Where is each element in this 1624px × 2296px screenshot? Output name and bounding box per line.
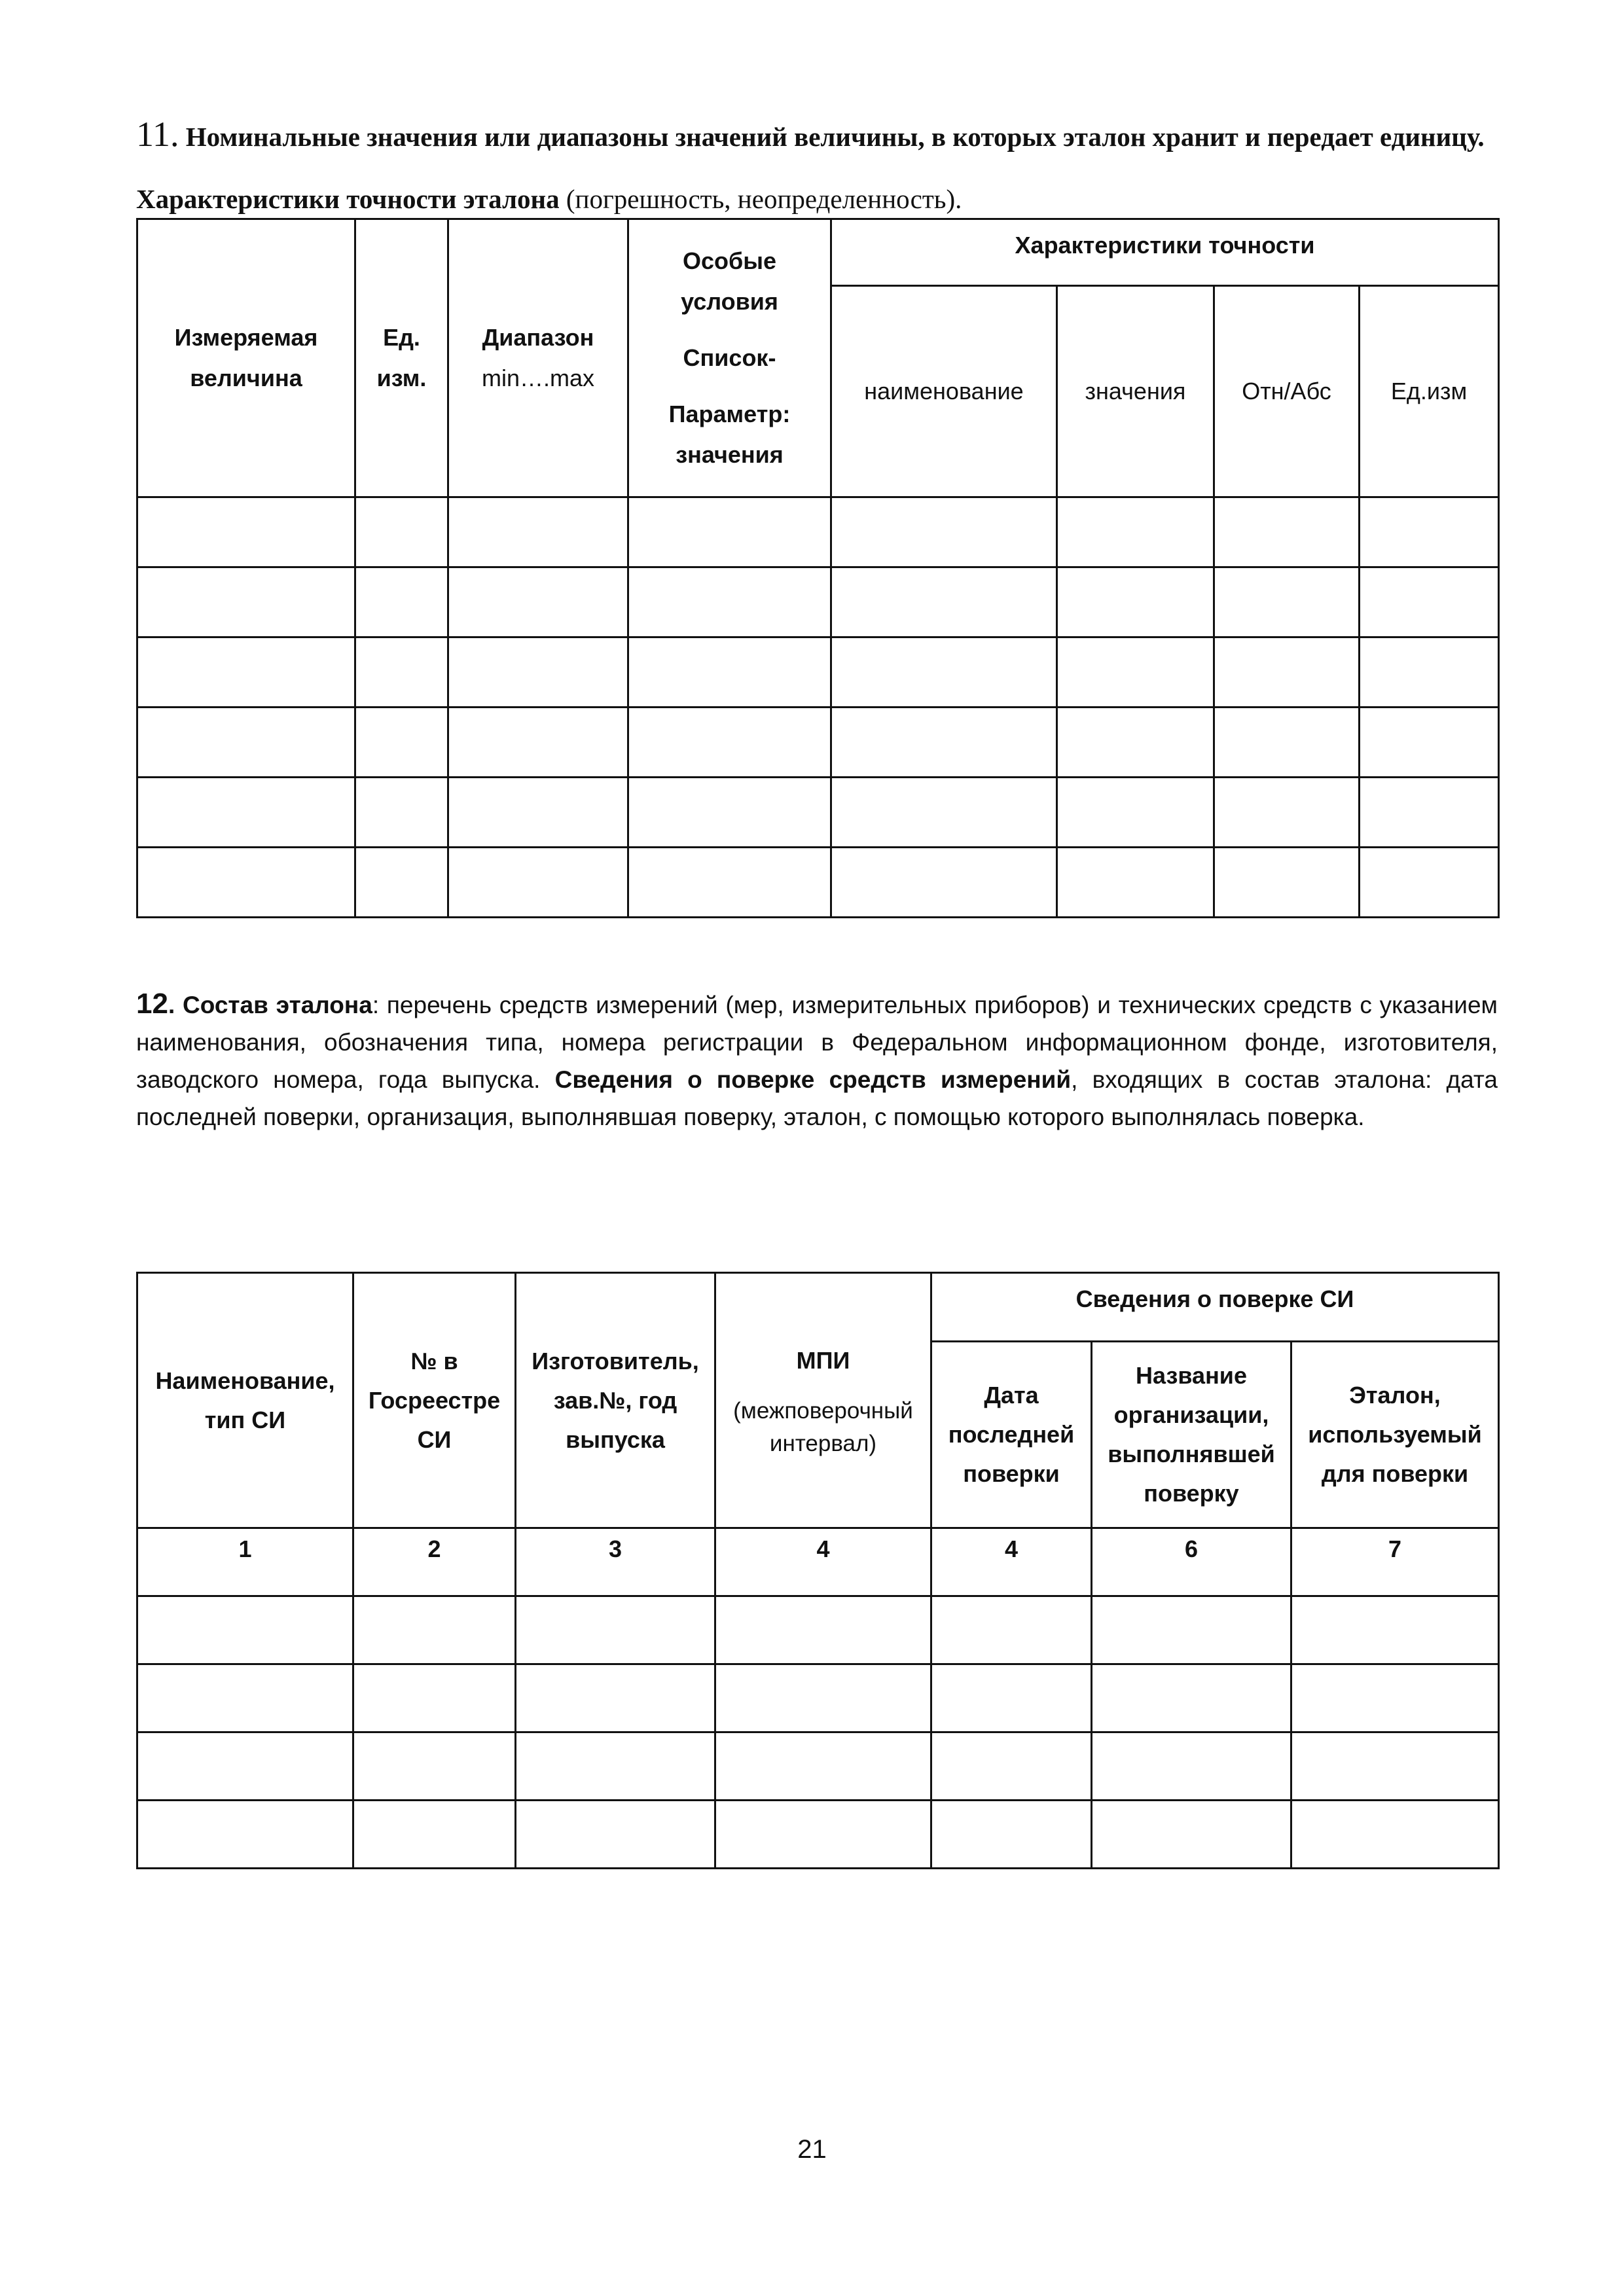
table-cell	[831, 848, 1057, 918]
page-number: 21	[797, 2135, 827, 2164]
column-number: 3	[516, 1528, 715, 1596]
header-name-type: Наименование, тип СИ	[137, 1273, 353, 1528]
table-cell	[516, 1596, 715, 1664]
table-row	[137, 1596, 1499, 1664]
table-cell	[1214, 778, 1360, 848]
table-cell	[137, 1732, 353, 1801]
table-cell	[448, 708, 628, 778]
header-accuracy-group: Характеристики точности	[831, 219, 1499, 286]
column-number: 2	[353, 1528, 516, 1596]
table-cell	[1214, 848, 1360, 918]
table-cell	[1360, 708, 1499, 778]
composition-table	[136, 1272, 1500, 1869]
table-cell	[448, 567, 628, 637]
table-cell	[137, 778, 355, 848]
table-cell	[1291, 1664, 1499, 1732]
table-cell	[516, 1801, 715, 1869]
table-cell	[1214, 708, 1360, 778]
table-cell	[137, 708, 355, 778]
table-cell	[628, 778, 831, 848]
table-cell	[448, 778, 628, 848]
table-cell	[355, 708, 448, 778]
table-cell	[137, 1664, 353, 1732]
table-cell	[353, 1664, 516, 1732]
table-row	[137, 567, 1499, 637]
table-cell	[1214, 637, 1360, 708]
table-cell	[931, 1801, 1092, 1869]
table-cell	[1214, 497, 1360, 567]
table-cell	[931, 1664, 1092, 1732]
table-cell	[448, 637, 628, 708]
header-verification-group: Сведения о поверке СИ	[931, 1273, 1499, 1342]
verification-info-label: Сведения о поверке средств измерений	[554, 1066, 1072, 1093]
table-cell	[355, 778, 448, 848]
section-11-title-note: (погрешность, неопределенность).	[559, 184, 962, 214]
header-unit: Ед. изм.	[355, 219, 448, 497]
section-12-number: 12	[136, 988, 168, 1020]
table-cell	[137, 497, 355, 567]
table-row	[137, 637, 1499, 708]
table-cell	[516, 1732, 715, 1801]
header-accuracy-rel-abs: Отн/Абс	[1214, 286, 1360, 497]
table-cell	[831, 708, 1057, 778]
table-cell	[137, 1801, 353, 1869]
table-cell	[1057, 778, 1214, 848]
table-cell	[1092, 1732, 1291, 1801]
table-row	[137, 497, 1499, 567]
header-accuracy-unit: Ед.изм	[1360, 286, 1499, 497]
table-cell	[516, 1664, 715, 1732]
header-registry-number: № в Госреестре СИ	[353, 1273, 516, 1528]
table-cell	[1057, 497, 1214, 567]
table-row	[137, 708, 1499, 778]
table-cell	[1360, 637, 1499, 708]
header-etalon-used: Эталон, используемый для поверки	[1291, 1342, 1499, 1528]
table-cell	[931, 1732, 1092, 1801]
table-cell	[831, 778, 1057, 848]
table-cell	[1092, 1801, 1291, 1869]
table-cell	[1092, 1596, 1291, 1664]
section-11-number: 11.	[136, 115, 179, 154]
table-cell	[931, 1596, 1092, 1664]
header-mpi: МПИ (межповерочный интервал)	[715, 1273, 931, 1528]
table-cell	[628, 497, 831, 567]
column-number: 7	[1291, 1528, 1499, 1596]
column-number: 4	[715, 1528, 931, 1596]
table-cell	[448, 497, 628, 567]
table-cell	[1360, 848, 1499, 918]
table-cell	[1057, 637, 1214, 708]
table-cell	[715, 1596, 931, 1664]
section-12-description: 12. Состав эталона: перечень средств измерений (мер, измерительных приборов) и технических средств с указанием наименования, обозначения типа, номера регистрации в Федеральном информационном фонде, изготовителя, заводского номера, года выпуска. Сведения о поверке средств измерений, входящих в состав эталона: дата последней поверки, организация, выполнявшая поверку, эталон, с помощью которого выполнялась поверка.	[136, 988, 1498, 1130]
section-11-heading	[136, 103, 1504, 230]
header-manufacturer: Изготовитель, зав.№, год выпуска	[516, 1273, 715, 1528]
column-number: 4	[931, 1528, 1092, 1596]
table-cell	[355, 848, 448, 918]
column-number-row	[137, 1528, 1499, 1596]
table-cell	[1057, 848, 1214, 918]
table-cell	[355, 497, 448, 567]
table-row	[137, 1664, 1499, 1732]
table-row	[137, 1801, 1499, 1869]
table-cell	[715, 1664, 931, 1732]
header-verifying-organization: Название организации, выполнявшей поверку	[1092, 1342, 1291, 1528]
header-last-verification-date: Дата последней поверки	[931, 1342, 1092, 1528]
table-cell	[1057, 708, 1214, 778]
column-number: 6	[1092, 1528, 1291, 1596]
table-cell	[353, 1801, 516, 1869]
table-cell	[1360, 567, 1499, 637]
table-cell	[1291, 1801, 1499, 1869]
table-row	[137, 848, 1499, 918]
table-cell	[628, 848, 831, 918]
table-cell	[1360, 497, 1499, 567]
section-11-title: Номинальные значения или диапазоны значений величины, в которых эталон хранит и передает единицу. Характеристики точности эталона	[136, 122, 1485, 214]
table-cell	[137, 848, 355, 918]
table-cell	[353, 1596, 516, 1664]
section-12-title: . Состав эталона	[168, 992, 372, 1018]
table-row	[137, 1732, 1499, 1801]
table-cell	[831, 567, 1057, 637]
table-cell	[1360, 778, 1499, 848]
header-range: Диапазон min….max	[448, 219, 628, 497]
table-cell	[1092, 1664, 1291, 1732]
header-accuracy-values: значения	[1057, 286, 1214, 497]
table-cell	[137, 1596, 353, 1664]
table-cell	[1291, 1596, 1499, 1664]
table-cell	[628, 567, 831, 637]
column-number: 1	[137, 1528, 353, 1596]
table-cell	[448, 848, 628, 918]
table-cell	[628, 708, 831, 778]
table-cell	[355, 637, 448, 708]
table-row	[137, 778, 1499, 848]
header-special-conditions: Особые условия Список- Параметр: значения	[628, 219, 831, 497]
table-cell	[137, 567, 355, 637]
table-cell	[715, 1732, 931, 1801]
header-accuracy-name: наименование	[831, 286, 1057, 497]
table-cell	[1057, 567, 1214, 637]
table-cell	[1214, 567, 1360, 637]
table-cell	[715, 1801, 931, 1869]
table-cell	[831, 497, 1057, 567]
table-cell	[137, 637, 355, 708]
table-cell	[628, 637, 831, 708]
table-cell	[355, 567, 448, 637]
accuracy-table	[136, 218, 1500, 918]
table-cell	[1291, 1732, 1499, 1801]
table-cell	[831, 637, 1057, 708]
header-quantity: Измеряемая величина	[137, 219, 355, 497]
table-cell	[353, 1732, 516, 1801]
